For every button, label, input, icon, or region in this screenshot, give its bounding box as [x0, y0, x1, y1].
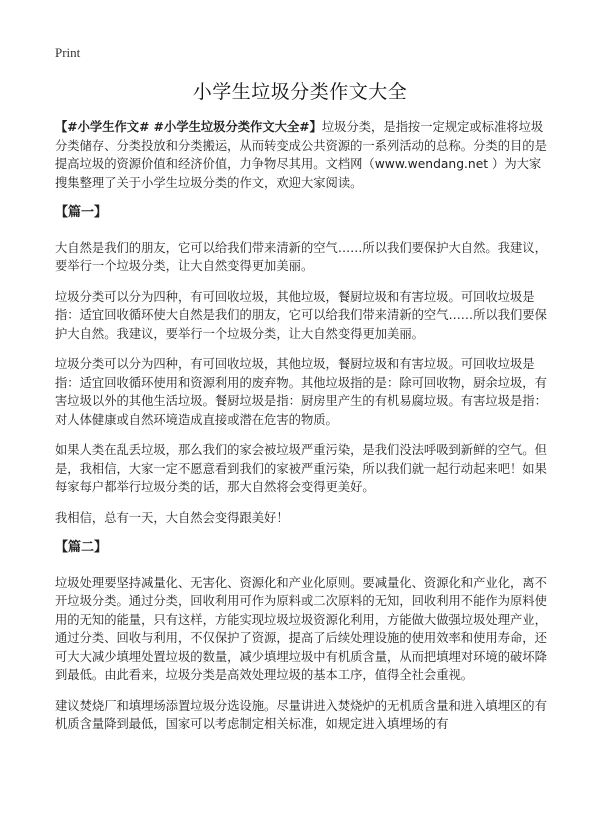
paragraph: 垃圾分类可以分为四种，有可回收垃圾，其他垃圾，餐厨垃圾和有害垃圾。可回收垃圾是指：适宜回收循环使用和资源利用的废弃物。其他垃圾指的是：除可回收物，厨余垃圾，有害垃圾以外的其他生活垃圾。餐厨垃圾是指：厨房里产生的有机易腐垃圾。有害垃圾是指：对人体健康或自然环境造成直接或潜在危害的物质。	[55, 357, 547, 427]
paragraph: 大自然是我们的朋友，它可以给我们带来清新的空气……所以我们要保护大自然。我建议，要举行一个垃圾分类，让大自然变得更加美丽。	[55, 240, 547, 273]
article-body	[55, 118, 548, 746]
section-heading-1: 【篇一】	[55, 205, 108, 220]
page-title: 小学生垃圾分类作文大全	[192, 81, 408, 103]
paragraph: 垃圾分类可以分为四种，有可回收垃圾，其他垃圾，餐厨垃圾和有害垃圾。可回收垃圾是指：适宜回收循环使大自然是我们的朋友，它可以给我们带来清新的空气……所以我们要保护大自然。我建议，要举行一个垃圾分类，让大自然变得更加美丽。	[55, 289, 547, 341]
intro-tag: 【#小学生作文# #小学生垃圾分类作文大全#】	[55, 120, 322, 134]
section-heading-2: 【篇二】	[55, 540, 108, 555]
paragraph: 垃圾处理要坚持减量化、无害化、资源化和产业化原则。要减量化、资源化和产业化，离不开垃圾分类。通过分类，回收利用可作为原料或二次原料的无知，回收利用不能作为原料使用的无知的能量，只有这样，方能实现垃圾垃圾资源化利用，方能做大做强垃圾处理产业，通过分类、回收与利用，不仅保护了资源，提高了后续处理设施的使用效率和使用寿命，还可大大减少填埋处置垃圾的数量，减少填埋垃圾中有机质含量，从而把填埋对环境的破坏降到最低。由此看来，垃圾分类是高效处理垃圾的基本工序，值得全社会重视。	[55, 575, 547, 682]
intro-text: 垃圾分类，是指按一定规定或标准将垃圾分类储存、分类投放和分类搬运，从而转变成公共资源的一系列活动的总称。分类的目的是提高垃圾的资源价值和经济价值，力争物尽其用。文档网（www.wendang.net ）为大家搜集整理了关于小学生垃圾分类的作文，欢迎大家阅读。	[55, 120, 547, 190]
paragraph: 如果人类在乱丢垃圾，那么我们的家会被垃圾严重污染，是我们没法呼吸到新鲜的空气。但是，我相信，大家一定不愿意看到我们的家被严重污染，所以我们就一起行动起来吧！如果每家每户都举行垃圾分类的话，那大自然将会变得更美好。	[55, 443, 547, 494]
paragraph: 建议焚烧厂和填埋场添置垃圾分选设施。尽量讲进入焚烧炉的无机质含量和进入填埋区的有机质含量降到最低，国家可以考虑制定相关标准，如规定进入填埋场的有	[55, 698, 547, 731]
print-link[interactable]: Print	[55, 45, 81, 60]
intro-paragraph	[55, 118, 548, 192]
paragraph: 我相信，总有一天，大自然会变得跟美好！	[55, 510, 289, 525]
